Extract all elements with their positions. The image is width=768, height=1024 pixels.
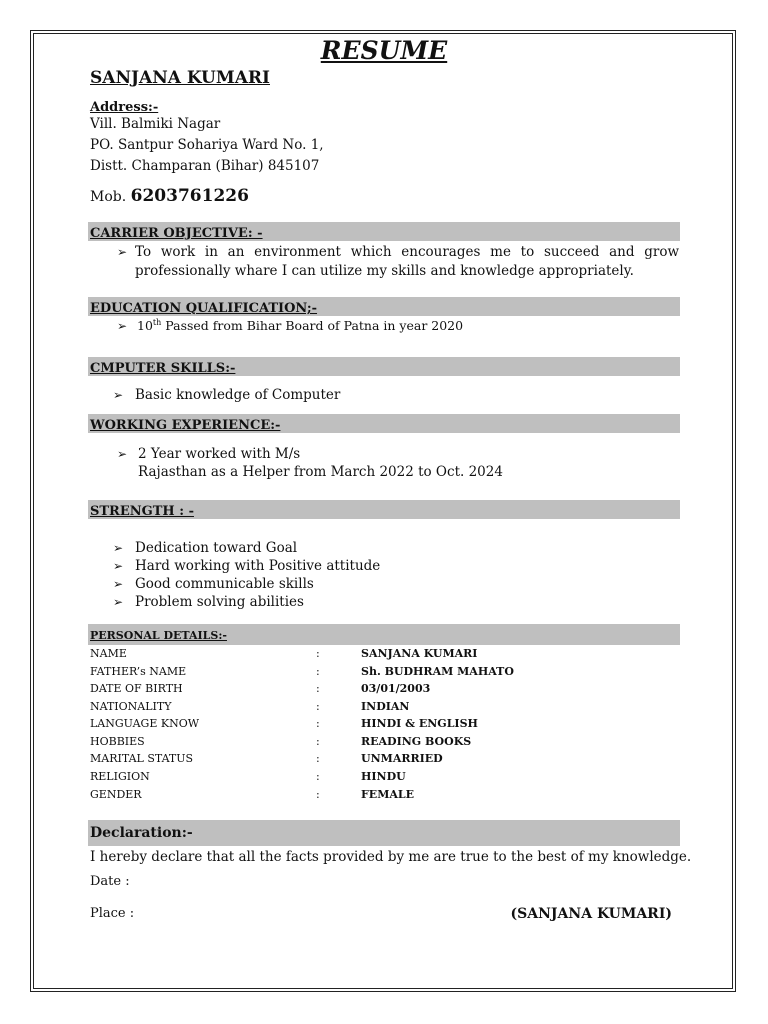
personal-row: [90, 735, 680, 752]
strength-text: Hard working with Positive attitude: [135, 558, 381, 574]
personal-colon: :: [316, 788, 320, 801]
personal-label: GENDER: [90, 788, 142, 801]
place-label: Place :: [90, 906, 135, 921]
personal-colon: :: [316, 682, 320, 695]
signature-name: (SANJANA KUMARI): [510, 906, 672, 922]
computer-heading: CMPUTER SKILLS:-: [90, 361, 236, 376]
personal-heading: PERSONAL DETAILS:-: [90, 629, 227, 642]
address-label: Address:-: [90, 100, 159, 115]
address-line-2: PO. Santpur Sohariya Ward No. 1,: [90, 137, 324, 153]
candidate-name: SANJANA KUMARI: [90, 68, 270, 88]
strength-heading-bar: [88, 500, 680, 519]
strength-item: [113, 558, 380, 574]
personal-value: READING BOOKS: [361, 735, 472, 748]
strength-heading: STRENGTH : -: [90, 504, 194, 519]
experience-heading: WORKING EXPERIENCE:-: [90, 418, 281, 433]
personal-colon: :: [316, 770, 320, 783]
personal-row: [90, 717, 680, 734]
address-line-1: Vill. Balmiki Nagar: [90, 116, 221, 132]
resume-title: RESUME: [320, 36, 448, 65]
mobile-label: Mob.: [90, 189, 127, 205]
bullet-arrow-icon: ➢: [117, 447, 128, 461]
strength-item: [113, 540, 297, 556]
personal-colon: :: [316, 735, 320, 748]
personal-colon: :: [316, 717, 320, 730]
strength-text: Problem solving abilities: [135, 594, 304, 610]
bullet-arrow-icon: ➢: [117, 319, 128, 334]
objective-item: [117, 243, 679, 281]
personal-row: [90, 752, 680, 769]
personal-label: DATE OF BIRTH: [90, 682, 183, 695]
computer-item: [113, 387, 340, 403]
personal-label: LANGUAGE KNOW: [90, 717, 200, 730]
personal-label: FATHER’s NAME: [90, 665, 187, 678]
objective-text: To work in an environment which encourages me to succeed and grow professionally whare I can utilize my skills and knowledge appropriately.: [135, 244, 679, 279]
declaration-text: I hereby declare that all the facts provided by me are true to the best of my knowledge.: [90, 849, 692, 865]
education-heading-bar: [88, 297, 680, 316]
declaration-heading-bar: [88, 820, 680, 846]
personal-value: 03/01/2003: [361, 682, 431, 695]
personal-label: HOBBIES: [90, 735, 145, 748]
personal-value: Sh. BUDHRAM MAHATO: [361, 665, 514, 678]
education-text: Passed from Bihar Board of Patna in year 2020: [165, 318, 464, 334]
computer-heading-bar: [88, 357, 680, 376]
experience-item: [117, 446, 300, 462]
education-heading: EDUCATION QUALIFICATION;-: [90, 301, 318, 316]
bullet-arrow-icon: ➢: [113, 595, 124, 609]
personal-colon: :: [316, 665, 320, 678]
mobile: [90, 186, 249, 206]
computer-text: Basic knowledge of Computer: [135, 387, 341, 403]
mobile-number: 6203761226: [130, 186, 249, 206]
personal-row: [90, 665, 680, 682]
personal-row: [90, 788, 680, 805]
education-item: [117, 318, 463, 333]
personal-value: HINDI & ENGLISH: [361, 717, 478, 730]
strength-item: [113, 576, 314, 592]
strength-item: [113, 594, 304, 610]
experience-heading-bar: [88, 414, 680, 433]
personal-value: FEMALE: [361, 788, 415, 801]
date-label: Date :: [90, 874, 130, 889]
personal-label: RELIGION: [90, 770, 150, 783]
objective-heading: CARRIER OBJECTIVE: -: [90, 226, 263, 241]
education-grade: 10: [137, 318, 153, 334]
personal-value: SANJANA KUMARI: [361, 647, 478, 660]
objective-heading-bar: [88, 222, 680, 241]
bullet-arrow-icon: ➢: [113, 559, 124, 573]
personal-colon: :: [316, 700, 320, 713]
bullet-arrow-icon: ➢: [113, 577, 124, 591]
education-grade-suffix: th: [152, 318, 162, 327]
personal-label: MARITAL STATUS: [90, 752, 194, 765]
experience-line-2: Rajasthan as a Helper from March 2022 to Oct. 2024: [138, 464, 503, 480]
personal-colon: :: [316, 647, 320, 660]
strength-text: Dedication toward Goal: [135, 540, 298, 556]
address-line-3: Distt. Champaran (Bihar) 845107: [90, 158, 320, 174]
personal-value: INDIAN: [361, 700, 410, 713]
personal-value: HINDU: [361, 770, 406, 783]
strength-text: Good communicable skills: [135, 576, 314, 592]
personal-row: [90, 682, 680, 699]
declaration-heading: Declaration:-: [90, 825, 193, 841]
personal-value: UNMARRIED: [361, 752, 443, 765]
personal-label: NATIONALITY: [90, 700, 172, 713]
personal-heading-bar: [88, 624, 680, 645]
personal-row: [90, 770, 680, 787]
personal-colon: :: [316, 752, 320, 765]
bullet-arrow-icon: ➢: [117, 245, 128, 259]
bullet-arrow-icon: ➢: [113, 388, 124, 402]
personal-row: [90, 700, 680, 717]
experience-line-1: 2 Year worked with M/s: [138, 446, 301, 462]
personal-label: NAME: [90, 647, 127, 660]
personal-row: [90, 647, 680, 664]
bullet-arrow-icon: ➢: [113, 541, 124, 555]
